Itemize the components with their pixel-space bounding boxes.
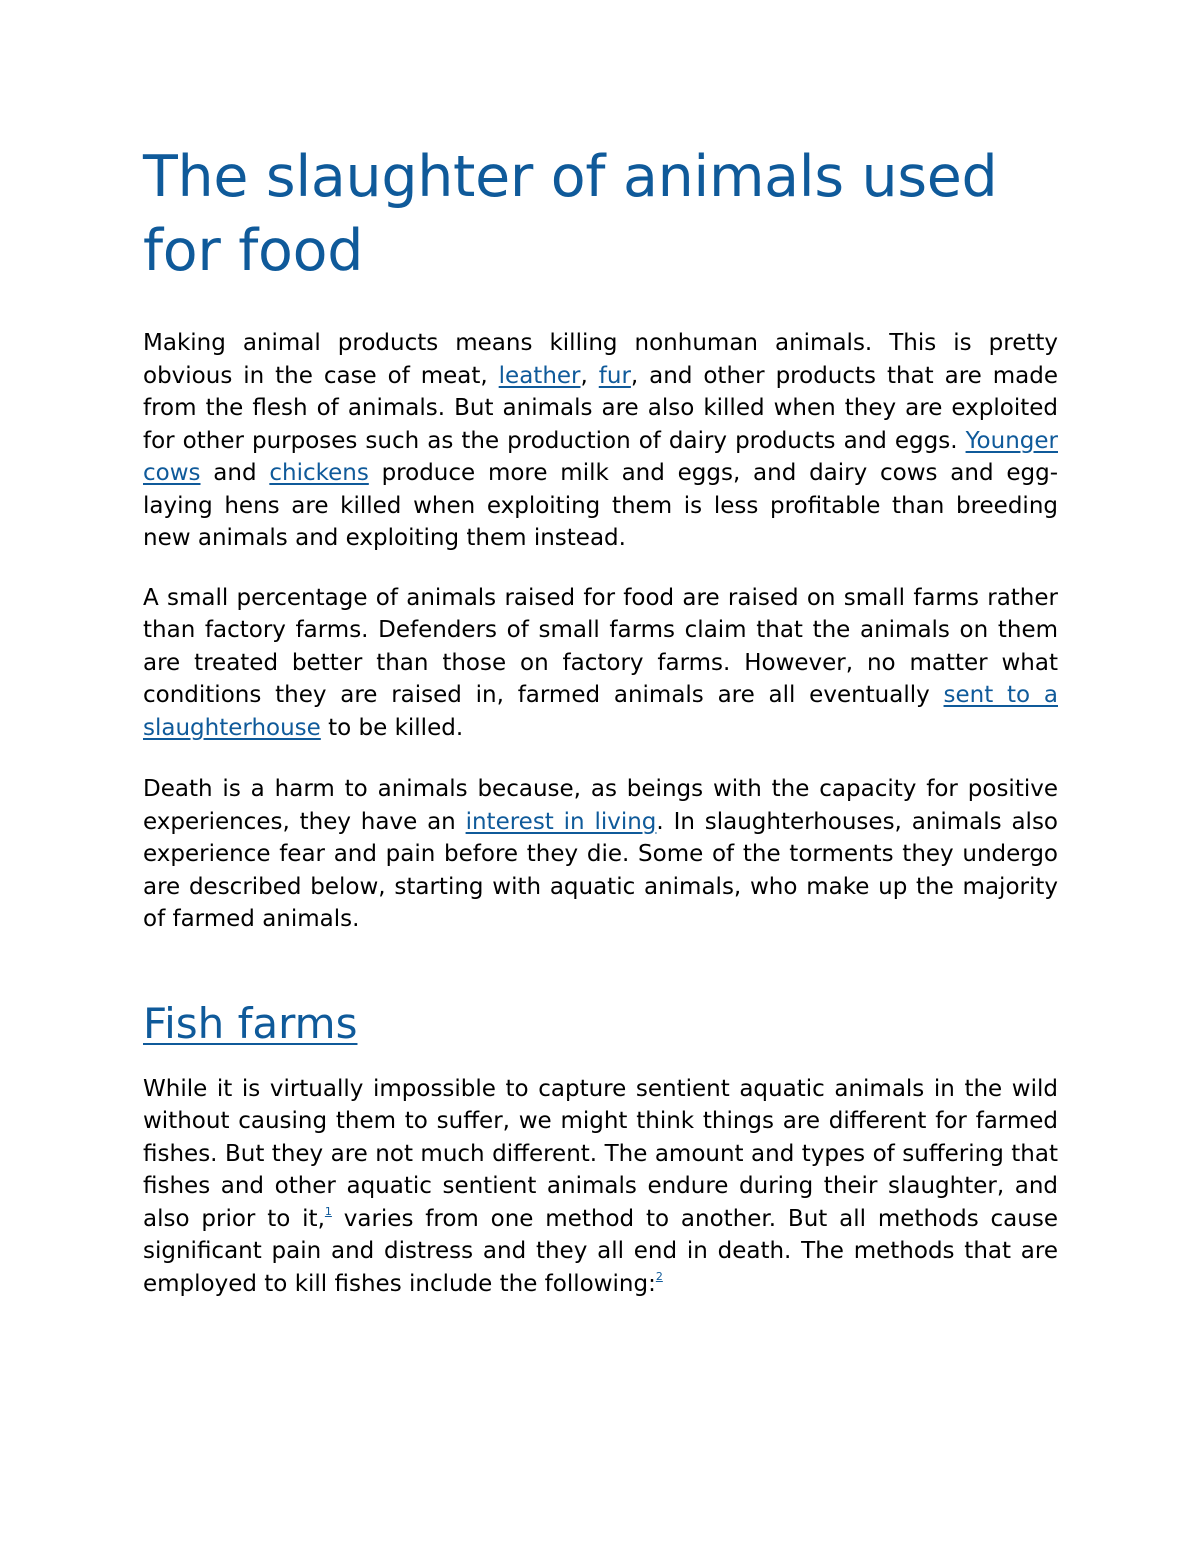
footnote-link-2[interactable]: 2 <box>655 1269 663 1283</box>
link-fur[interactable]: fur <box>598 362 631 389</box>
link-leather[interactable]: leather <box>498 362 581 389</box>
footnote-ref-1 <box>325 1205 332 1218</box>
document-page <box>143 140 1058 1300</box>
page-title: The slaughter of animals used for food <box>143 144 998 284</box>
footnote-link-1[interactable]: 1 <box>324 1204 332 1218</box>
link-chickens[interactable]: chickens <box>269 460 369 486</box>
death-harm-paragraph: Death is a harm to animals because, as beings with the capacity for positive experiences, they have an interest in living. In slaughterhouses, animals also experience fear and pain before they die. Some of the torments they undergo are described below, starting with aquatic animals, who make up the majority of farmed animals. <box>143 776 1058 932</box>
fish-farms-paragraph: While it is virtually impossible to capture sentient aquatic animals in the wild without causing them to suffer, we might think things are different for farmed fishes. But they are not much different. The amount and types of suffering that fishes and other aquatic sentient animals endure during their slaughter, and also prior to it,$^1$ varies from one method to another. But all methods cause significant pain and distress and they all end in death. The methods that are employed to kill fishes include the following:$^2$ <box>143 1075 1058 1297</box>
section-heading-fish-farms[interactable] <box>143 996 1058 1052</box>
link-younger-cows[interactable]: Younger cows <box>143 427 1058 486</box>
link-fish-farms[interactable]: Fish farms <box>143 998 358 1048</box>
link-interest-in-living[interactable]: interest in living <box>465 808 657 835</box>
link-slaughterhouse[interactable]: sent to a slaughterhouse <box>143 682 1058 741</box>
intro-paragraph: Making animal products means killing nonhuman animals. This is pretty obvious in the case of meat, leather, fur, and other products that are made from the flesh of animals. But animals are also killed when they are exploited for other purposes such as the production of dairy products and eggs. Younger cows and chickens produce more milk and eggs, and dairy cows and egg-laying hens are killed when exploiting them is less profitable than breeding new animals and exploiting them instead. <box>143 330 1058 551</box>
small-farms-paragraph: A small percentage of animals raised for food are raised on small farms rather than factory farms. Defenders of small farms claim that the animals on them are treated better than those on factory farms. However, no matter what conditions they are raised in, farmed animals are all eventually sent to a slaughterhouse to be killed. <box>143 584 1058 741</box>
footnote-ref-2 <box>656 1270 663 1283</box>
